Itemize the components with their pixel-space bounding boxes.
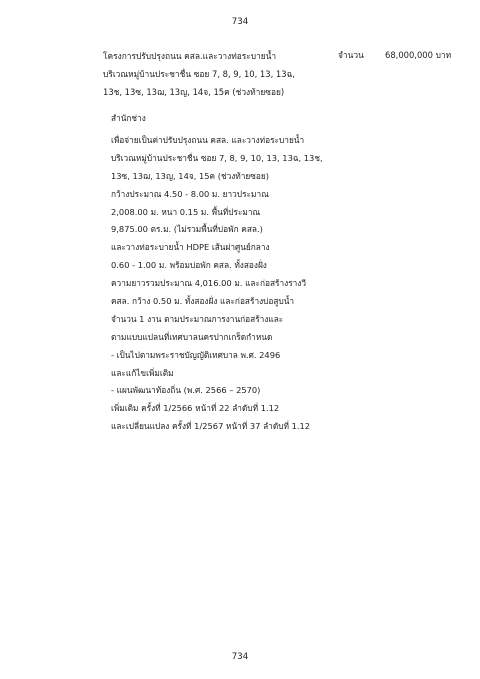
detail-line: 9,875.00 ตร.ม. (ไม่รวมพื้นที่บ่อพัก คสล.): [111, 224, 263, 235]
detail-line: 2,008.00 ม. หนา 0.15 ม. พื้นที่ประมาณ: [111, 206, 261, 217]
detail-line: และเปลี่ยนแปลง ครั้งที่ 1/2567 หน้าที่ 37 ลำดับที่ 1.12: [111, 421, 311, 432]
detail-line: เพิ่มเติม ครั้งที่ 1/2566 หน้าที่ 22 ลำดับที่ 1.12: [111, 403, 280, 414]
project-title-line: 13ช, 13ซ, 13ฌ, 13ญ, 14จ, 15ค (ช่วงท้ายซอย): [103, 86, 285, 97]
project-title-line: บริเวณหมู่บ้านประชาชื่น ซอย 7, 8, 9, 10, 13, 13ฉ,: [103, 68, 295, 79]
amount-label: จำนวน: [338, 50, 364, 60]
detail-line: จำนวน 1 งาน ตามประมาณการงานก่อสร้างและ: [111, 313, 284, 324]
agency-name: สำนักช่าง: [111, 113, 146, 123]
detail-line: และแก้ไขเพิ่มเติม: [111, 367, 174, 378]
detail-line: เพื่อจ่ายเป็นค่าปรับปรุงถนน คสล. และวางท่อระบายน้ำ: [111, 135, 305, 145]
detail-line: - เป็นไปตามพระราชบัญญัติเทศบาล พ.ศ. 2496: [111, 349, 281, 360]
amount-value: 68,000,000 บาท: [385, 50, 452, 60]
detail-line: - แผนพัฒนาท้องถิ่น (พ.ศ. 2566 – 2570): [111, 385, 261, 396]
page-number-bottom: 734: [231, 652, 249, 662]
detail-line: บริเวณหมู่บ้านประชาชื่น ซอย 7, 8, 9, 10, 13, 13ฉ, 13ช,: [111, 152, 323, 163]
detail-line: 13ซ, 13ฌ, 13ญ, 14จ, 15ค (ช่วงท้ายซอย): [111, 170, 270, 181]
project-title: [103, 48, 353, 102]
detail-line: คสล. กว้าง 0.50 ม. ทั้งสองฝั่ง และก่อสร้างบ่อสูบน้ำ: [111, 296, 295, 307]
detail-line: 0.60 - 1.00 ม. พร้อมบ่อพัก คสล. ทั้งสองฝั่ง: [111, 260, 267, 271]
page-number-top: 734: [231, 17, 249, 27]
project-details: [111, 132, 341, 436]
detail-line: กว้างประมาณ 4.50 - 8.00 ม. ยาวประมาณ: [111, 188, 269, 199]
project-title-line: โครงการปรับปรุงถนน คสล.และวางท่อระบายน้ำ: [103, 51, 277, 61]
detail-line: ความยาวรวมประมาณ 4,016.00 ม. และก่อสร้างรางวี: [111, 278, 307, 289]
detail-line: ตามแบบแปลนที่เทศบาลนครปากเกร็ดกำหนด: [111, 331, 273, 342]
detail-line: และวางท่อระบายน้ำ HDPE เส้นผ่าศูนย์กลาง: [111, 242, 270, 253]
